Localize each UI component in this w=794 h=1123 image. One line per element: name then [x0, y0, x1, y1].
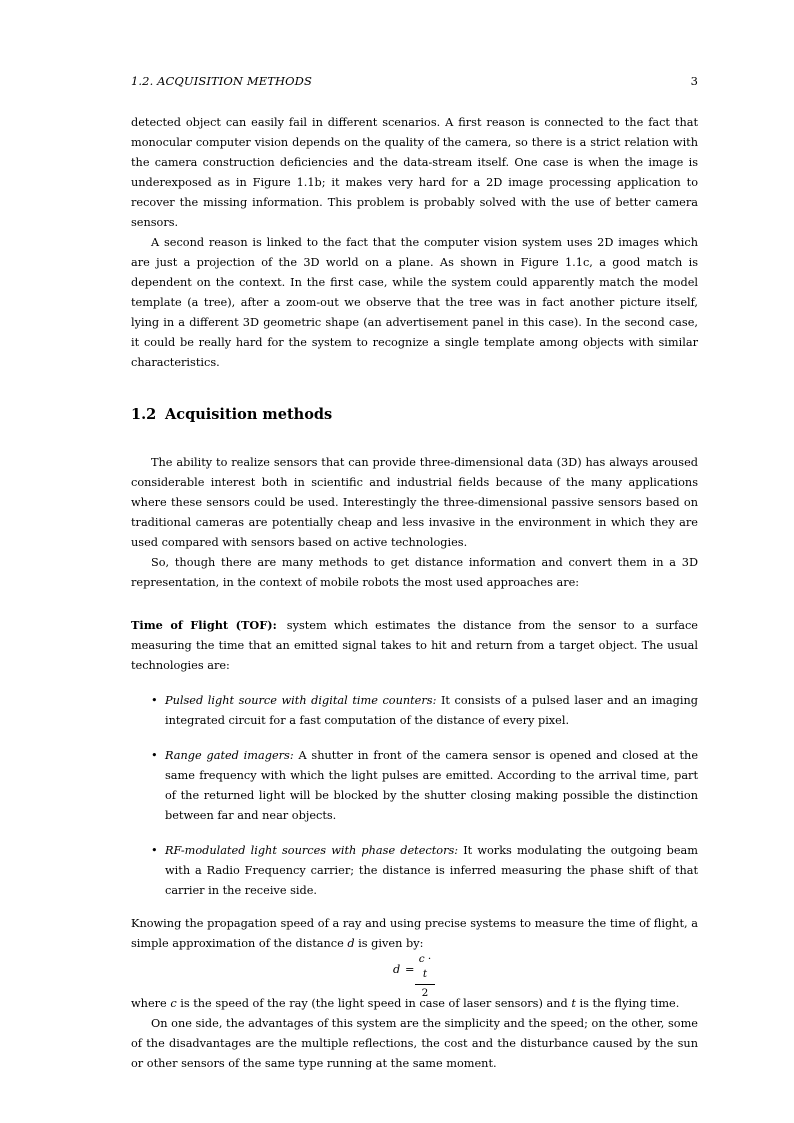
variable-d: d [347, 937, 355, 950]
section-title: Acquisition methods [165, 406, 333, 423]
tof-technology-list [131, 691, 698, 901]
list-item [131, 746, 698, 826]
list-item-lead: Range gated imagers: [165, 749, 294, 762]
advantages-paragraph: On one side, the advantages of this system are the simplicity and the speed; on the other, some of the disadvantages are the multiple reflections, the cost and the disturbance caused by the sun or other sensors of the same type running at the same moment. [131, 1017, 698, 1070]
bullet-icon: • [151, 844, 158, 857]
distance-text-a: Knowing the propagation speed of a ray and using precise systems to measure the time of flight, a simple approximation of the distance [131, 917, 698, 950]
section-paragraph-2: So, though there are many methods to get distance information and convert them in a 3D representation, in the context of mobile robots the most used approaches are: [131, 556, 698, 589]
variable-t: t [571, 997, 576, 1010]
list-item [131, 691, 698, 731]
equation-lhs: d [393, 963, 401, 976]
equation-equals: = [405, 963, 415, 976]
distance-paragraph [131, 914, 698, 954]
bullet-icon: • [151, 694, 158, 707]
equation-numerator: c · t [418, 953, 432, 980]
equation-fraction [415, 952, 435, 1001]
intro-paragraph-1: detected object can easily fail in different scenarios. A first reason is connected to the fact that monocular computer vision depends on the quality of the camera, so there is a strict relation with the camera construction deficiencies and the data-stream itself. One case is when the image is underexposed as in Figure 1.1b; it makes very hard for a 2D image processing application to recover the missing information. This problem is probably solved with the use of better camera sensors. [131, 116, 698, 229]
list-item-text: It works modulating the outgoing beam with a Radio Frequency carrier; the distance is inferred measuring the phase shift of that carrier in the receive side. [165, 844, 698, 897]
list-item-text: It consists of a pulsed laser and an imaging integrated circuit for a fast computation of the distance of every pixel. [165, 694, 698, 727]
where-text-a: where [131, 997, 171, 1010]
tof-description: system which estimates the distance from the sensor to a surface measuring the time that an emitted signal takes to hit and return from a target object. The usual technologies are: [131, 619, 698, 672]
section-paragraph-1: The ability to realize sensors that can provide three-dimensional data (3D) has always aroused considerable interest both in scientific and industrial fields because of the many applications where these sensors could be used. Interestingly the three-dimensional passive sensors based on traditional cameras are potentially cheap and less invasive in the environment in which they are used compared with sensors based on active technologies. [131, 456, 698, 549]
equation-denominator: 2 [421, 987, 429, 999]
variable-c: c [170, 997, 177, 1010]
page-number: 3 [690, 74, 698, 88]
list-item-lead: Pulsed light source with digital time counters: [165, 694, 437, 707]
fraction-bar [415, 984, 435, 985]
distance-text-b: is given by: [354, 937, 424, 950]
running-header-title: 1.2. ACQUISITION METHODS [131, 74, 312, 88]
running-header [131, 73, 698, 89]
tof-term: Time of Flight (TOF): [131, 618, 277, 632]
where-text-b: is the speed of the ray (the light speed in case of laser sensors) and [176, 997, 572, 1010]
list-item-text: A shutter in front of the camera sensor is opened and closed at the same frequency with which the light pulses are emitted. According to the arrival time, part of the returned light will be blocked by the shutter closing making possible the distinction between far and near objects. [165, 749, 699, 822]
section-number: 1.2 [131, 406, 157, 423]
page-body [131, 113, 698, 1074]
bullet-icon: • [151, 749, 158, 762]
intro-paragraph-2: A second reason is linked to the fact that the computer vision system uses 2D images which are just a projection of the 3D world on a plane. As shown in Figure 1.1c, a good match is dependent on the context. In the first case, while the system could apparently match the model template (a tree), after a zoom-out we observe that the tree was in fact another picture itself, lying in a different 3D geometric shape (an advertisement panel in this case). In the second case, it could be really hard for the system to recognize a single template among objects with similar characteristics. [131, 236, 698, 369]
list-item-lead: RF-modulated light sources with phase detectors: [165, 844, 459, 857]
distance-equation [131, 953, 698, 999]
section-heading [131, 405, 698, 425]
where-text-c: is the flying time. [575, 997, 680, 1010]
tof-definition [131, 615, 698, 676]
list-item [131, 841, 698, 901]
